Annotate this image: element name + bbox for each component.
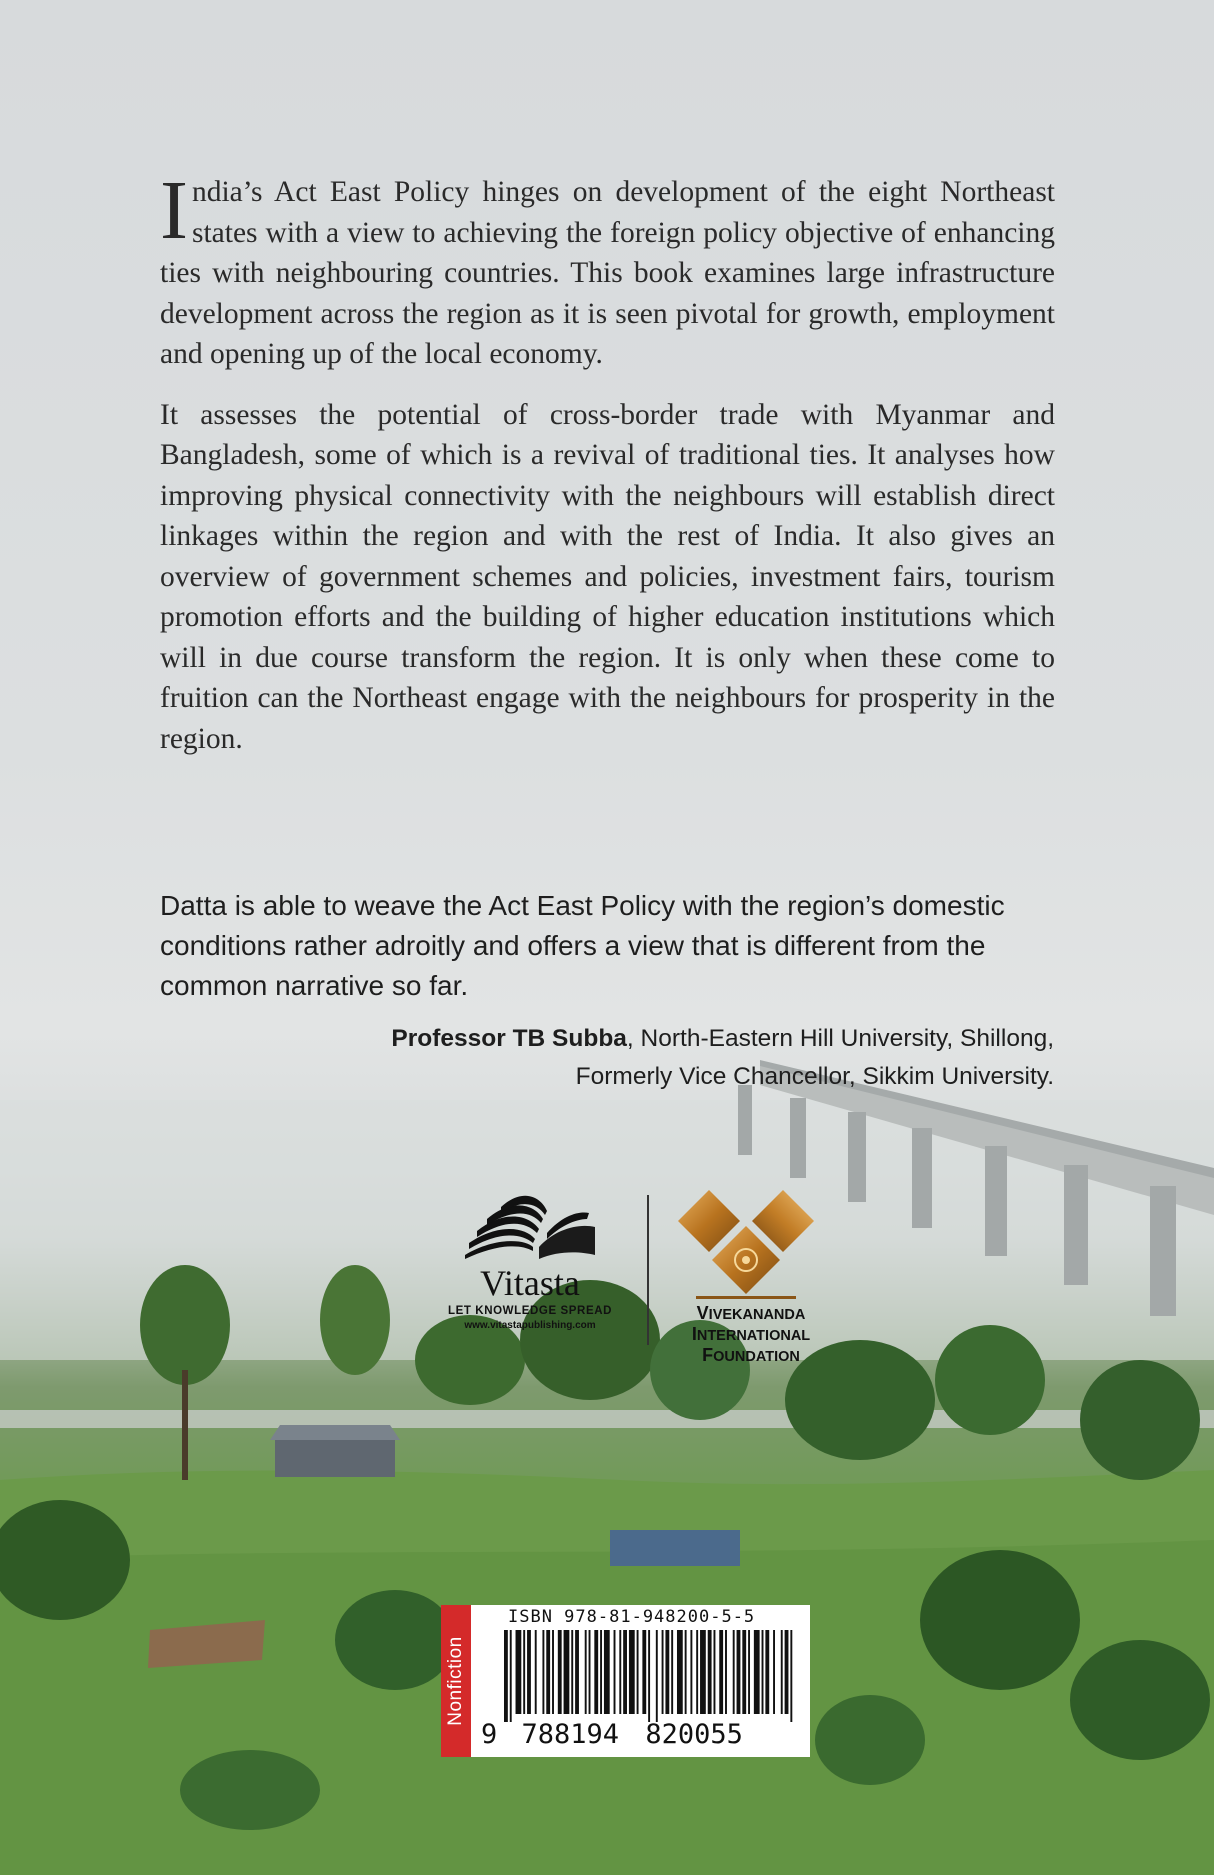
partner-name-line-3: FOUNDATION [702,1345,800,1365]
barcode-group-2: 820055 [645,1719,743,1750]
isbn-text: ISBN 978-81-948200-5-5 [508,1607,756,1627]
barcode-bar [558,1630,562,1714]
barcode-bar [696,1630,698,1714]
barcode-bar [719,1630,723,1714]
book-blurb [160,164,1055,759]
barcode-bar [665,1630,669,1714]
barcode-bar [642,1630,646,1714]
barcode-bar [700,1630,706,1714]
barcode-bar [623,1630,627,1714]
barcode-bar [733,1630,735,1714]
barcode-bar [571,1630,573,1714]
blurb-paragraph-1-text: ndia’s Act East Policy hinges on development of the eight Northeast states with a view to achieving the foreign policy objective of enhancing ties with neighbouring countries. This book examines large infrastructure development across the region as it is seen pivotal for growth, employment and opening up of the local economy. [160,176,1055,370]
endorser-affiliation: , North-Eastern Hill University, Shillong, [626,1025,1054,1052]
blurb-paragraph-2: It assesses the potential of cross-border trade with Myanmar and Bangladesh, some of which is a revival of traditional ties. It analyses how improving physical connectivity with the neighbours will establish direct linkages within the region and with the rest of India. It also gives an overview of government schemes and policies, investment fairs, tourism promotion efforts and the building of higher education institutions which will in due course transform the region. It is only when these come to fruition can the Northeast engage with the neighbours for prosperity in the region. [160,398,1055,755]
endorser-name: Professor TB Subba [391,1025,627,1052]
barcode-bar [600,1630,602,1714]
barcode-bar [619,1630,621,1714]
barcode-bar [737,1630,741,1714]
barcode-bar [773,1630,775,1714]
barcode-bar [656,1630,658,1722]
barcode-bar [754,1630,760,1714]
barcode-bar [714,1630,716,1714]
barcode-bar [648,1630,650,1722]
barcode-bar [685,1630,687,1714]
partner-name-line-1: VIVEKANANDA [696,1303,806,1323]
open-book-icon [455,1185,605,1263]
attribution-line-1 [154,1020,1054,1058]
genre-label [441,1605,471,1757]
barcode-bar [762,1630,764,1714]
barcode-bar [585,1630,587,1714]
barcode-bar [690,1630,692,1714]
barcode-bar [677,1630,683,1714]
barcode-digits [481,1719,807,1750]
barcode-first-digit: 9 [481,1719,498,1750]
barcode-bar [790,1630,792,1722]
endorsement-attribution [154,1020,1054,1096]
barcode-bar [781,1630,783,1714]
publisher-tagline: LET KNOWLEDGE SPREAD [447,1305,613,1317]
partner-name [676,1304,826,1367]
barcode-bar [594,1630,598,1714]
hut-roof [270,1425,400,1440]
publisher-url: www.vitastapublishing.com [464,1320,596,1331]
barcode-bars [504,1630,804,1722]
publisher-logo [430,1185,630,1333]
barcode-bar [523,1630,525,1714]
barcode-bar [708,1630,712,1714]
barcode-bar [629,1630,635,1714]
vif-diamond-icon [676,1188,816,1300]
barcode-bar [516,1630,522,1714]
barcode-bar [604,1630,610,1714]
barcode-bar [748,1630,750,1714]
endorsement-quote: Datta is able to weave the Act East Policy with the region’s domestic conditions rather adroitly and offers a view that is different from the common narrative so far. [160,890,1005,1001]
barcode-bar [765,1630,769,1714]
partner-name-line-2: INTERNATIONAL [691,1324,811,1344]
barcode-bar [552,1630,554,1714]
barcode-bar [785,1630,789,1714]
barcode-group-1: 788194 [521,1719,620,1750]
blurb-paragraph-1 [160,164,1055,375]
barcode-bar [542,1630,544,1714]
barcode-bar [671,1630,673,1714]
barcode-bar [564,1630,570,1714]
barcode-bar [589,1630,591,1714]
barcode-bar [546,1630,550,1714]
attribution-line-2: Formerly Vice Chancellor, Sikkim University. [575,1063,1054,1090]
drop-cap: I [160,164,188,257]
barcode-bar [527,1630,531,1714]
barcode-bar [637,1630,639,1714]
barcode-bar [725,1630,727,1714]
barcode-bar [504,1630,508,1722]
tarp-shelter [610,1530,740,1566]
hut [275,1435,395,1477]
barcode-bar [742,1630,746,1714]
barcode-bar [575,1630,579,1714]
partner-logo [676,1188,826,1367]
barcode-bar [510,1630,512,1722]
publisher-name: Vitasta [480,1263,580,1303]
barcode-bar [614,1630,616,1714]
logo-divider [647,1195,649,1345]
barcode-bar [662,1630,664,1714]
genre-text: Nonfiction [445,1636,466,1726]
barcode-bar [535,1630,537,1714]
